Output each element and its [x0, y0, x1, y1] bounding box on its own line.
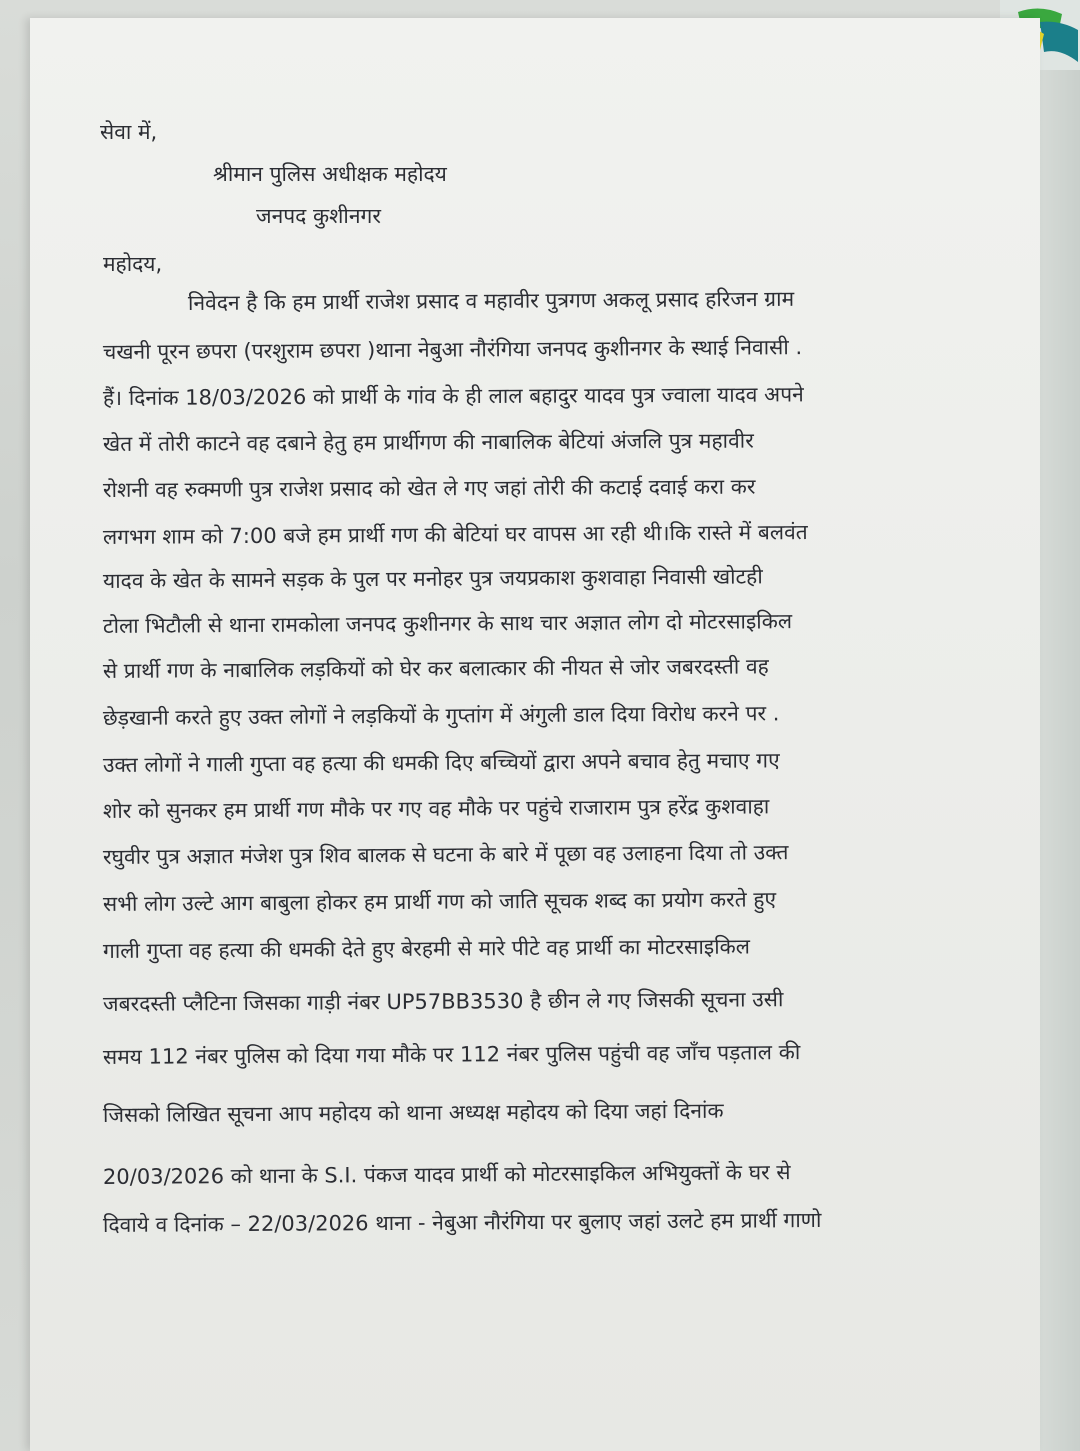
body-line: छेड़खानी करते हुए उक्त लोगों ने लड़कियों के गुप्तांग में अंगुली डाल दिया विरोध करने पर . — [102, 701, 780, 730]
body-line: शोर को सुनकर हम प्रार्थी गण मौके पर गए वह मौके पर पहुंचे राजाराम पुत्र हरेंद्र कुशवाहा — [102, 794, 770, 823]
body-line: 20/03/2026 को थाना के S.I. पंकज यादव प्रार्थी को मोटरसाइकिल अभियुक्तों के घर से — [102, 1160, 791, 1189]
body-line: से प्रार्थी गण के नाबालिक लड़कियों को घेर कर बलात्कार की नीयत से जोर जबरदस्ती वह — [102, 654, 769, 683]
body-line: हैं। दिनांक 18/03/2026 को प्रार्थी के गांव के ही लाल बहादुर यादव पुत्र ज्वाला यादव अपने — [102, 382, 804, 410]
body-line: दिवाये व दिनांक – 22/03/2026 थाना - नेबुआ नौरंगिया पर बुलाए जहां उलटे हम प्रार्थी गाणो — [102, 1207, 822, 1237]
greeting: महोदय, — [103, 252, 163, 276]
salutation: सेवा में, — [100, 120, 158, 144]
addressee-district: जनपद कुशीनगर — [256, 204, 381, 228]
body-line: जबरदस्ती प्लैटिना जिसका गाड़ी नंबर UP57BB3530 है छीन ले गए जिसकी सूचना उसी — [102, 987, 784, 1016]
body-line: लगभग शाम को 7:00 बजे हम प्रार्थी गण की बेटियां घर वापस आ रही थी।कि रास्ते में बलवंत — [102, 520, 808, 549]
body-line: टोला भिटौली से थाना रामकोला जनपद कुशीनगर के साथ चार अज्ञात लोग दो मोटरसाइकिल — [102, 609, 793, 638]
body-line: जिसको लिखित सूचना आप महोदय को थाना अध्यक्ष महोदय को दिया जहां दिनांक — [102, 1098, 724, 1127]
body-line: सभी लोग उल्टे आग बाबुला होकर हम प्रार्थी गण को जाति सूचक शब्द का प्रयोग करते हुए — [102, 887, 777, 916]
body-line: रोशनी वह रुक्मणी पुत्र राजेश प्रसाद को खेत ले गए जहां तोरी की कटाई दवाई करा कर — [102, 474, 756, 502]
body-line: गाली गुप्ता वह हत्या की धमकी देते हुए बेरहमी से मारे पीटे वह प्रार्थी का मोटरसाइकिल — [102, 934, 751, 963]
body-line: समय 112 नंबर पुलिस को दिया गया मौके पर 112 नंबर पुलिस पहुंची वह जाँच पड़ताल की — [102, 1040, 801, 1069]
body-line: यादव के खेत के सामने सड़क के पुल पर मनोहर पुत्र जयप्रकाश कुशवाहा निवासी खोटही — [102, 564, 763, 593]
body-line: रघुवीर पुत्र अज्ञात मंजेश पुत्र शिव बालक से घटना के बारे में पूछा वह उलाहना दिया तो उक्त — [102, 840, 789, 869]
body-line: उक्त लोगों ने गाली गुप्ता वह हत्या की धमकी दिए बच्चियों द्वारा अपने बचाव हेतु मचाए गए — [102, 748, 780, 777]
addressee-title: श्रीमान पुलिस अधीक्षक महोदय — [213, 162, 447, 186]
body-line: निवेदन है कि हम प्रार्थी राजेश प्रसाद व महावीर पुत्रगण अकलू प्रसाद हरिजन ग्राम — [187, 286, 795, 315]
body-line: चखनी पूरन छपरा (परशुराम छपरा )थाना नेबुआ नौरंगिया जनपद कुशीनगर के स्थाई निवासी . — [102, 335, 803, 364]
body-line: खेत में तोरी काटने वह दबाने हेतु हम प्रार्थीगण की नाबालिक बेटियां अंजलि पुत्र महावीर — [102, 428, 754, 456]
